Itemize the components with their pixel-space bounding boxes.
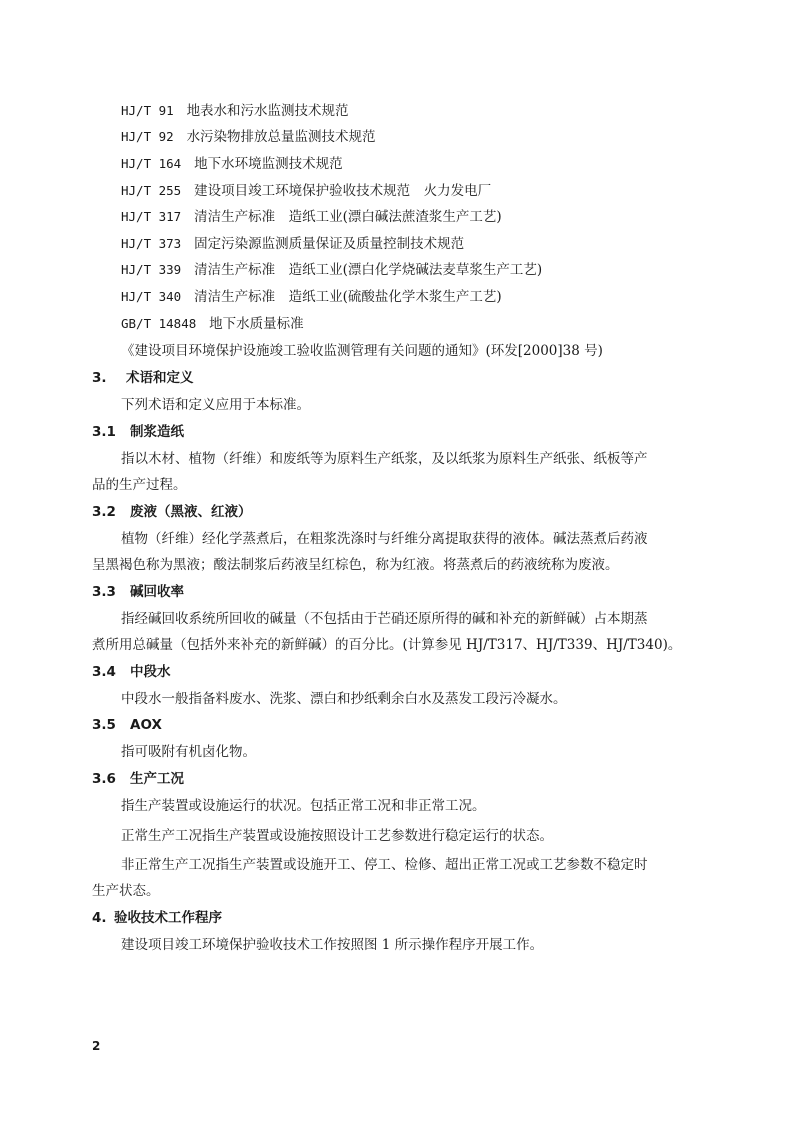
term-heading <box>92 582 184 602</box>
page-number: 2 <box>92 1039 101 1053</box>
section-number: 3. <box>92 370 107 386</box>
reference-item <box>121 234 464 254</box>
term-title: 制浆造纸 <box>130 424 184 440</box>
term-title: 中段水 <box>130 664 171 680</box>
reference-code: GB/T 14848 <box>121 316 197 331</box>
reference-item <box>121 101 349 121</box>
term-number: 3.4 <box>92 664 116 680</box>
paragraph: 下列术语和定义应用于本标准。 <box>121 397 310 413</box>
reference-item <box>121 314 304 334</box>
paragraph: 指生产装置或设施运行的状况。包括正常工况和非正常工况。 <box>121 798 486 814</box>
reference-title: 清洁生产标准 造纸工业(漂白碱法蔗渣浆生产工艺) <box>194 209 502 225</box>
section-number: 4. <box>92 910 107 926</box>
reference-item <box>121 154 343 174</box>
section-title: 验收技术工作程序 <box>114 910 222 926</box>
reference-code: HJ/T 255 <box>121 183 182 198</box>
reference-title: 建设项目竣工环境保护验收技术规范 火力发电厂 <box>194 183 492 199</box>
notice-reference: 《建设项目环境保护设施竣工验收监测管理有关问题的通知》(环发[2000]38 号) <box>121 343 603 359</box>
term-heading <box>92 662 171 682</box>
reference-item <box>121 127 376 147</box>
term-number: 3.1 <box>92 424 116 440</box>
reference-item <box>121 260 542 280</box>
reference-title: 水污染物排放总量监测技术规范 <box>186 129 376 145</box>
reference-title: 固定污染源监测质量保证及质量控制技术规范 <box>194 236 465 252</box>
term-heading <box>92 422 184 442</box>
term-title: 废液（黑液、红液） <box>130 504 252 520</box>
reference-code: HJ/T 373 <box>121 236 182 251</box>
term-title: AOX <box>130 717 162 733</box>
paragraph: 非正常生产工况指生产装置或设施开工、停工、检修、超出正常工况或工艺参数不稳定时 <box>121 857 648 873</box>
paragraph: 指可吸附有机卤化物。 <box>121 744 256 760</box>
paragraph: 指以木材、植物（纤维）和废纸等为原料生产纸浆，及以纸浆为原料生产纸张、纸板等产 <box>121 451 648 467</box>
reference-title: 地表水和污水监测技术规范 <box>186 103 349 119</box>
paragraph: 指经碱回收系统所回收的碱量（不包括由于芒硝还原所得的碱和补充的新鲜碱）占本期蒸 <box>121 611 648 627</box>
paragraph: 中段水一般指备料废水、洗浆、漂白和抄纸剩余白水及蒸发工段污冷凝水。 <box>121 691 567 707</box>
reference-code: HJ/T 91 <box>121 103 174 118</box>
paragraph-continuation: 生产状态。 <box>92 883 160 899</box>
section-heading <box>92 368 194 388</box>
reference-code: HJ/T 164 <box>121 156 182 171</box>
section-heading <box>92 908 222 928</box>
paragraph-continuation: 品的生产过程。 <box>92 477 187 493</box>
term-number: 3.3 <box>92 584 116 600</box>
term-heading <box>92 769 184 789</box>
term-heading <box>92 715 162 735</box>
reference-title: 清洁生产标准 造纸工业(漂白化学烧碱法麦草浆生产工艺) <box>194 262 543 278</box>
reference-item <box>121 207 502 227</box>
section-title: 术语和定义 <box>126 370 194 386</box>
reference-item <box>121 181 491 201</box>
paragraph-continuation: 煮所用总碱量（包括外来补充的新鲜碱）的百分比。(计算参见 HJ/T317、HJ/T339、HJ/T340)。 <box>92 637 682 653</box>
reference-title: 地下水环境监测技术规范 <box>194 156 343 172</box>
reference-item <box>121 287 502 307</box>
term-title: 生产工况 <box>130 771 184 787</box>
reference-title: 清洁生产标准 造纸工业(硫酸盐化学木浆生产工艺) <box>194 289 502 305</box>
term-number: 3.5 <box>92 717 116 733</box>
term-heading <box>92 502 252 522</box>
term-title: 碱回收率 <box>130 584 184 600</box>
reference-code: HJ/T 340 <box>121 289 182 304</box>
paragraph: 建设项目竣工环境保护验收技术工作按照图 1 所示操作程序开展工作。 <box>121 937 544 953</box>
term-number: 3.6 <box>92 771 116 787</box>
reference-code: HJ/T 317 <box>121 209 182 224</box>
paragraph: 正常生产工况指生产装置或设施按照设计工艺参数进行稳定运行的状态。 <box>121 828 553 844</box>
reference-code: HJ/T 92 <box>121 129 174 144</box>
paragraph-continuation: 呈黑褐色称为黑液；酸法制浆后药液呈红棕色，称为红液。将蒸煮后的药液统称为废液。 <box>92 557 619 573</box>
reference-code: HJ/T 339 <box>121 262 182 277</box>
paragraph: 植物（纤维）经化学蒸煮后，在粗浆洗涤时与纤维分离提取获得的液体。碱法蒸煮后药液 <box>121 531 648 547</box>
reference-title: 地下水质量标准 <box>209 316 304 332</box>
term-number: 3.2 <box>92 504 116 520</box>
